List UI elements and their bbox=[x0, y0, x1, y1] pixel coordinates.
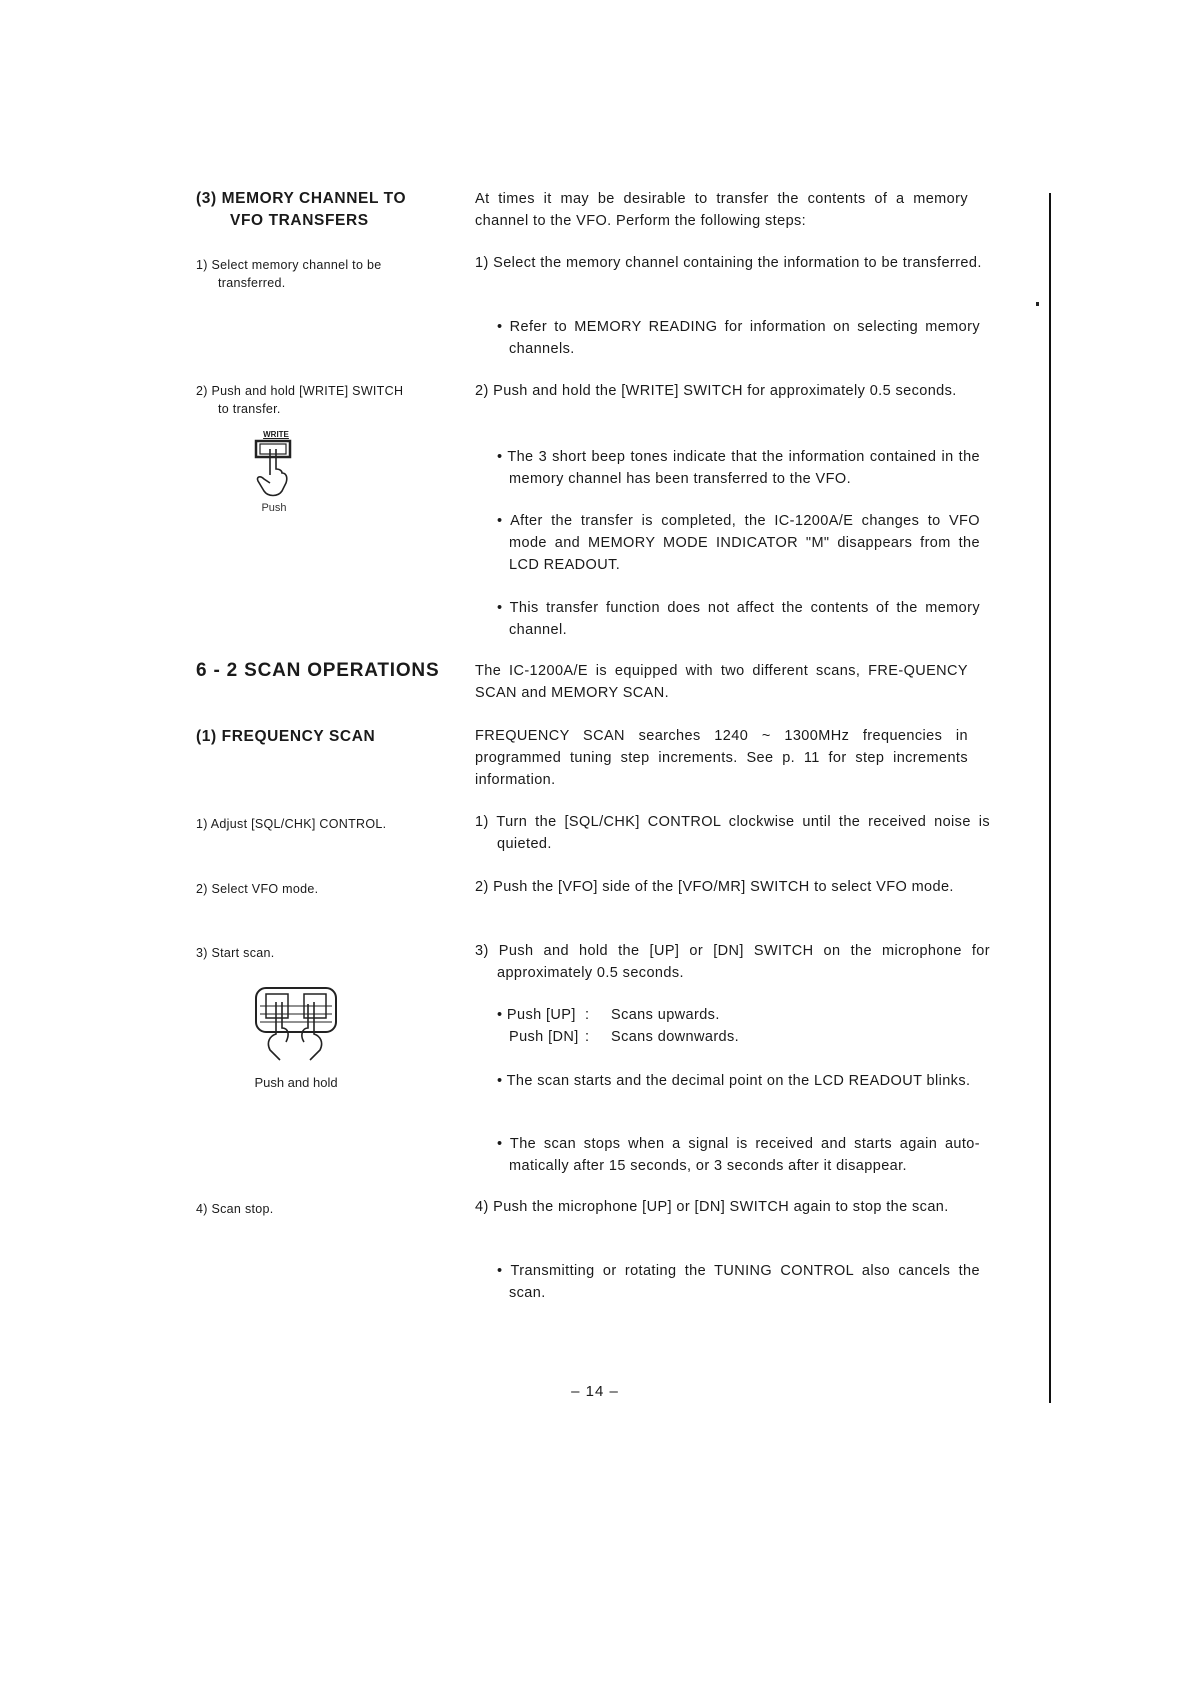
push-dn-label: Push [DN] bbox=[509, 1029, 579, 1045]
freq-step2-left: 2) Select VFO mode. bbox=[196, 882, 319, 896]
section-3-intro: At times it may be desirable to transfer the contents of a memory channel to the VFO. Perform the following steps: bbox=[475, 191, 968, 229]
push-up-sep: : bbox=[585, 1007, 590, 1023]
push-dn-desc: Scans downwards. bbox=[611, 1029, 740, 1045]
step2-left-line1: 2) Push and hold [WRITE] SWITCH bbox=[196, 384, 404, 398]
section-3-step2-left bbox=[196, 382, 436, 418]
section-3-step2-right: 2) Push and hold the [WRITE] SWITCH for approximately 0.5 seconds. bbox=[475, 383, 957, 399]
section-3-step1-bullet: • Refer to MEMORY READING for information on selecting memory channels. bbox=[497, 319, 980, 357]
freq-step3-left: 3) Start scan. bbox=[196, 946, 275, 960]
section-3-step2-bullet2: • After the transfer is completed, the IC-1200A/E changes to VFO mode and MEMORY MODE INDICATOR "M" disappears from the LCD READOUT. bbox=[497, 513, 980, 573]
freq-step4-left: 4) Scan stop. bbox=[196, 1202, 274, 1216]
push-dn-line bbox=[497, 1026, 739, 1048]
step2-left-line2: to transfer. bbox=[218, 402, 281, 416]
margin-rule bbox=[1049, 193, 1051, 1403]
section-3-step1-right: 1) Select the memory channel containing the information to be transferred. bbox=[475, 255, 982, 271]
section-6-2-intro: The IC-1200A/E is equipped with two different scans, FRE-QUENCY SCAN and MEMORY SCAN. bbox=[475, 663, 968, 701]
frequency-scan-intro: FREQUENCY SCAN searches 1240 ~ 1300MHz frequencies in programmed tuning step increments. See p. 11 for step increments information. bbox=[475, 728, 968, 788]
push-up-desc: Scans upwards. bbox=[611, 1007, 720, 1023]
write-label: WRITE bbox=[263, 430, 289, 439]
freq-step2-right: 2) Push the [VFO] side of the [VFO/MR] SWITCH to select VFO mode. bbox=[475, 879, 954, 895]
section-3-step1-left bbox=[196, 256, 436, 292]
freq-step4-right: 4) Push the microphone [UP] or [DN] SWITCH again to stop the scan. bbox=[475, 1199, 949, 1215]
page-number: – 14 – bbox=[571, 1383, 619, 1400]
microphone-push-illustration bbox=[236, 984, 356, 1090]
freq-step1-left: 1) Adjust [SQL/CHK] CONTROL. bbox=[196, 817, 387, 831]
freq-step1-right: 1) Turn the [SQL/CHK] CONTROL clockwise until the received noise is quieted. bbox=[475, 814, 990, 852]
push-up-line bbox=[497, 1004, 720, 1026]
write-push-illustration bbox=[244, 430, 304, 520]
microphone-hands-icon bbox=[236, 984, 356, 1064]
freq-step3-right: 3) Push and hold the [UP] or [DN] SWITCH on the microphone for approximately 0.5 seconds. bbox=[475, 943, 990, 981]
step1-left-line1: 1) Select memory channel to be bbox=[196, 258, 382, 272]
push-up-label: • Push [UP] bbox=[497, 1007, 576, 1023]
push-and-hold-caption: Push and hold bbox=[254, 1075, 338, 1090]
section-3-title-line1: (3) MEMORY CHANNEL TO bbox=[196, 190, 407, 207]
frequency-scan-title: (1) FREQUENCY SCAN bbox=[196, 728, 376, 745]
section-6-2-title: 6 - 2 SCAN OPERATIONS bbox=[196, 660, 440, 681]
section-3-title bbox=[196, 188, 436, 232]
push-dn-sep: : bbox=[585, 1029, 590, 1045]
freq-step4-bullet: • Transmitting or rotating the TUNING CONTROL also cancels the scan. bbox=[497, 1263, 980, 1301]
margin-dot bbox=[1036, 302, 1039, 306]
freq-step3-bullet2: • The scan starts and the decimal point on the LCD READOUT blinks. bbox=[497, 1073, 971, 1089]
freq-step3-bullet3: • The scan stops when a signal is received and starts again auto-matically after 15 seconds, or 3 seconds after it disappear. bbox=[497, 1136, 980, 1174]
push-caption: Push bbox=[261, 502, 287, 514]
step1-left-line2: transferred. bbox=[218, 276, 286, 290]
section-3-step2-bullet1: • The 3 short beep tones indicate that the information contained in the memory channel has been transferred to the VFO. bbox=[497, 449, 980, 487]
section-3-step2-bullet3: • This transfer function does not affect the contents of the memory channel. bbox=[497, 600, 980, 638]
section-3-title-line2: VFO TRANSFERS bbox=[230, 212, 369, 229]
finger-press-icon bbox=[244, 439, 304, 501]
